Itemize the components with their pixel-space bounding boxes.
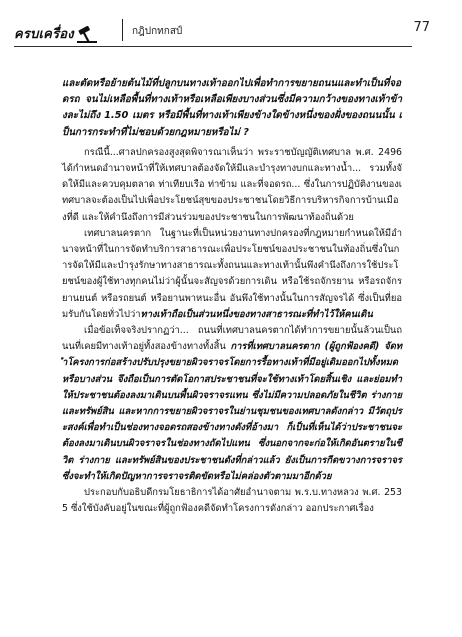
text-run: เทศบาลนครตาก ในฐานะที่เป็นหน่วยงานทางปกครองที่กฎหมายกำหนดให้มีอำนาจหน้าที่ในการจัดทำบริการสาธารณะเพื่อประโยชน์ของประชาชนในท้องถิ่นซึ่งในการจัดให้มีและบำรุงรักษาทางสาธารณะทั้งถนนและทางเท้านั้นพึงคำนึงถึงการใช้ประโยชน์ของผู้ใช้ทางทุกคนไม่ว่าผู้นั้นจะสัญจรด้วยการเดิน หรือใช้รถจักรยาน หรือรถจักรยานยนต์ หรือรถยนต์ หรือยานพาหนะอื่น อันพึงใช้ทางนั้นในการสัญจรได้ ซึ่งเป็นที่ยอมรับกันโดยทั่วไปว่า bbox=[62, 227, 402, 320]
question-paragraph bbox=[62, 76, 402, 141]
header-rule bbox=[14, 46, 412, 47]
series-logo bbox=[14, 16, 98, 44]
logo-text: ครบเครื่อง bbox=[14, 27, 74, 42]
paragraph-municipality-duty bbox=[62, 226, 402, 323]
section-title: กฎิปกทกสป์ bbox=[132, 26, 183, 37]
text-run: กรณีนี้...ศาลปกครองสูงสุดพิจารณาเห็นว่า พระราชบัญญัติเทศบาล พ.ศ. 2496 ได้กำหนดอำนาจหน้าที่ให้เทศบาลต้องจัดให้มีและบำรุงทางบกและทางน้ำ... รวมทั้งจัดให้มีและควบคุมตลาด ท่าเทียบเรือ ท่าข้าม และที่จอดรถ... ซึ่งในการปฏิบัติงานของเทศบาลจะต้องเป็นไปเพื่อประโยชน์สุขของประชาชนโดยวิธีการบริหารกิจการบ้านเมืองที่ดี และให้คำนึงถึงการมีส่วนร่วมของประชาชนในการพัฒนาท้องถิ่นด้วย bbox=[62, 146, 402, 223]
paragraph-court-opinion bbox=[62, 145, 402, 226]
page-number: 77 bbox=[413, 20, 430, 35]
paragraph-facts bbox=[62, 323, 402, 485]
text-run-emphasis: ทางเท้าถือเป็นส่วนหนึ่งของทางสาธารณะที่ทำไว้ให้คนเดิน bbox=[140, 308, 373, 320]
text-run-emphasis: การที่เทศบาลนครตาก (ผู้ถูกฟ้องคดี) จัดทำโครงการก่อสร้างปรับปรุงขยายผิวจราจรโดยการรื้อทางเท้าที่มีอยู่เดิมออกไปทั้งหมดหรือบางส่วน จึงถือเป็นการตัดโอกาสประชาชนที่จะใช้ทางเท้าโดยสิ้นเชิง และย่อมทำให้ประชาชนต้องลงมาเดินบนพื้นผิวจราจรแทน ซึ่งไม่มีความปลอดภัยในชีวิต ร่างกาย และทรัพย์สิน และหากการขยายผิวจราจรในย่านชุมชนของเทศบาลดังกล่าว มีวัตถุประสงค์เพื่อทำเป็นช่องทางจอดรถสองข้างทางดังที่อ้างมา ก็เป็นที่เห็นได้ว่าประชาชนจะต้องลงมาเดินบนผิวจราจรในช่องทางถัดไปแทน ซึ่งนอกจากจะก่อให้เกิดอันตรายในชีวิต ร่างกาย และทรัพย์สินของประชาชนดังที่กล่าวแล้ว ยังเป็นการกีดขวางการจราจรซึ่งจะทำให้เกิดปัญหาการจราจรติดขัดหรือไม่คล่องตัวตามมาอีกด้วย bbox=[62, 341, 402, 482]
text-run: และตัดหรือย้ายต้นไม้ที่ปลูกบนทางเท้าออกไปเพื่อทำการขยายถนนและทำเป็นที่จอดรถ จนไม่เหลือพื้นที่ทางเท้าหรือเหลือเพียงบางส่วนซึ่งมีความกว้างของทางเท้าข้างละไม่ถึง 1.50 เมตร หรือมีพื้นที่ทางเท้าเพียงข้างใดข้างหนึ่งของฝั่งของถนนนั้น เป็นการกระทำที่ไม่ชอบด้วยกฎหมายหรือไม่ ? bbox=[62, 78, 402, 138]
page-header bbox=[14, 12, 430, 50]
gavel-icon bbox=[76, 26, 98, 44]
text-run: เมื่อข้อเท็จจริงปรากฏว่า... ถนนที่เทศบาลนครตากได้ทำการขยายนั้นล้วนเป็นถนนที่เคยมีทางเท้าอยู่ทั้งสองข้างทางทั้งสิ้น bbox=[62, 325, 402, 353]
body-text bbox=[62, 76, 402, 517]
paragraph-highway-act bbox=[62, 485, 402, 517]
header-separator bbox=[122, 19, 123, 41]
text-run: ประกอบกับอธิบดีกรมโยธาธิการได้อาศัยอำนาจตาม พ.ร.บ.ทางหลวง พ.ศ. 2535 ซึ่งใช้บังคับอยู่ในขณะที่ผู้ถูกฟ้องคดีจัดทำโครงการดังกล่าว ออกประกาศเรื่อง bbox=[62, 487, 402, 515]
